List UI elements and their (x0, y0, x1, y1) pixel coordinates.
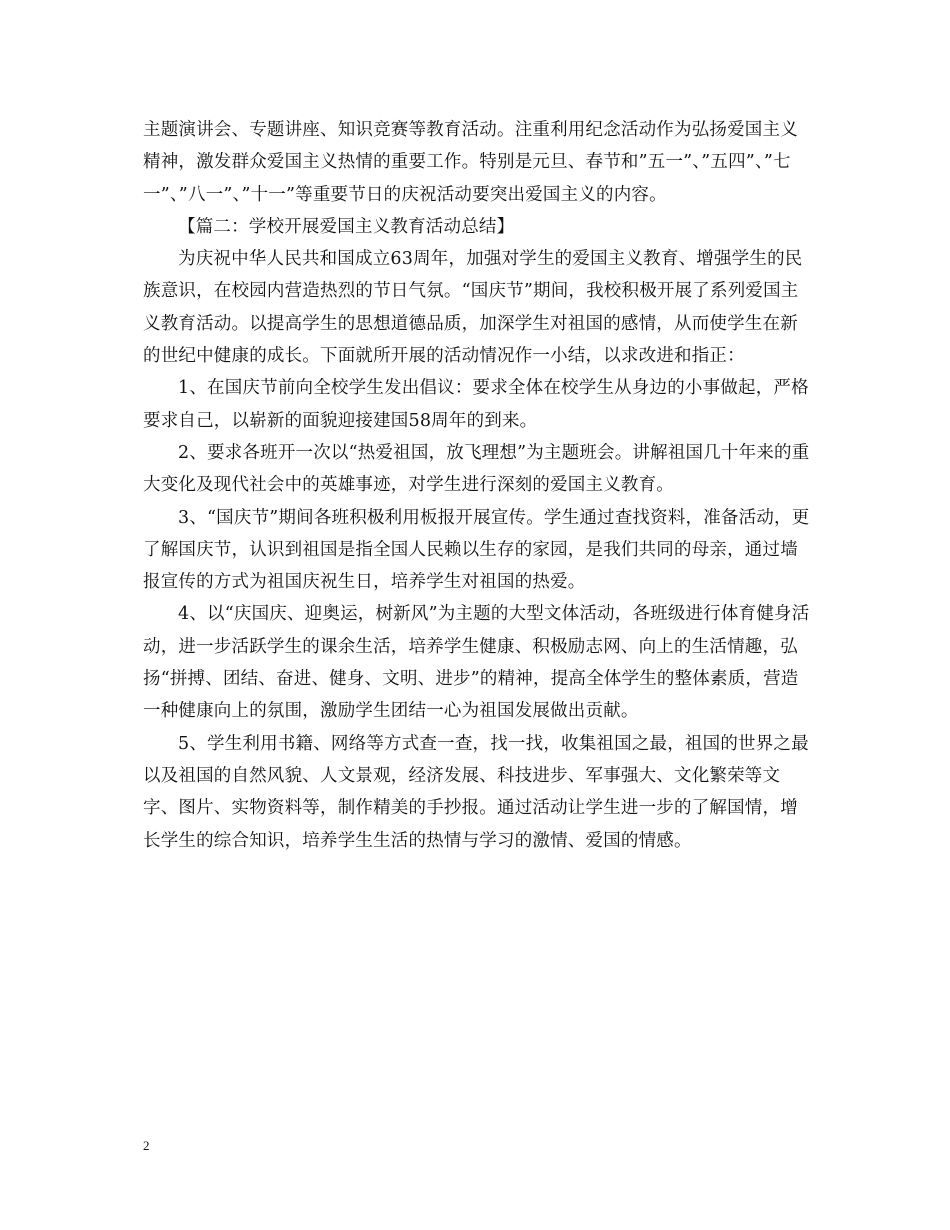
paragraph-intro-continuation: 主题演讲会、专题讲座、知识竞赛等教育活动。注重利用纪念活动作为弘扬爱国主义精神，激发群众爱国主义热情的重要工作。特别是元旦、春节和”五一”、”五四”、”七一”、”八一”、”十一”等重要节日的庆祝活动要突出爱国主义的内容。 (143, 120, 798, 205)
paragraph-item-3: 3、“国庆节”期间各班积极利用板报开展宣传。学生通过查找资料，准备活动，更了解国庆节，认识到祖国是指全国人民赖以生存的家园，是我们共同的母亲，通过墙报宣传的方式为祖国庆祝生日，培养学生对祖国的热爱。 (143, 507, 810, 593)
paragraph-item-5: 5、学生利用书籍、网络等方式查一查，找一找，收集祖国之最，祖国的世界之最以及祖国的自然风貌、人文景观，经济发展、科技进步、军事强大、文化繁荣等文字、图片、实物资料等，制作精美的手抄报。通过活动让学生进一步的了解国情，增长学生的综合知识，培养学生生活的热情与学习的激情、爱国的情感。 (143, 733, 809, 851)
paragraph-item-4: 4、以“庆国庆、迎奥运，树新风”为主题的大型文体活动，各班级进行体育健身活动，进一步活跃学生的课余生活，培养学生健康、积极励志网、向上的生活情趣，弘扬“拼搏、团结、奋进、健身、文明、进步”的精神，提高全体学生的整体素质，营造一种健康向上的氛围，激励学生团结一心为祖国发展做出贡献。 (143, 604, 810, 722)
section-heading: 【篇二：学校开展爱国主义教育活动总结】 (178, 216, 515, 237)
paragraph-summary-intro: 为庆祝中华人民共和国成立63周年，加强对学生的爱国主义教育、增强学生的民族意识，在校园内营造热烈的节日气氛。“国庆节”期间，我校积极开展了系列爱国主义教育活动。以提高学生的思想道德品质，加深学生对祖国的感情，从而使学生在新的世纪中健康的成长。下面就所开展的活动情况作一小结，以求改进和指正： (143, 249, 803, 367)
page-number: 2 (143, 1138, 150, 1153)
document-body (143, 114, 811, 857)
paragraph-item-1: 1、在国庆节前向全校学生发出倡议：要求全体在校学生从身边的小事做起，严格要求自己，以崭新的面貌迎接建国58周年的到来。 (143, 378, 809, 431)
paragraph-item-2: 2、要求各班开一次以“热爱祖国，放飞理想”为主题班会。讲解祖国几十年来的重大变化及现代社会中的英雄事迹，对学生进行深刻的爱国主义教育。 (143, 442, 810, 496)
